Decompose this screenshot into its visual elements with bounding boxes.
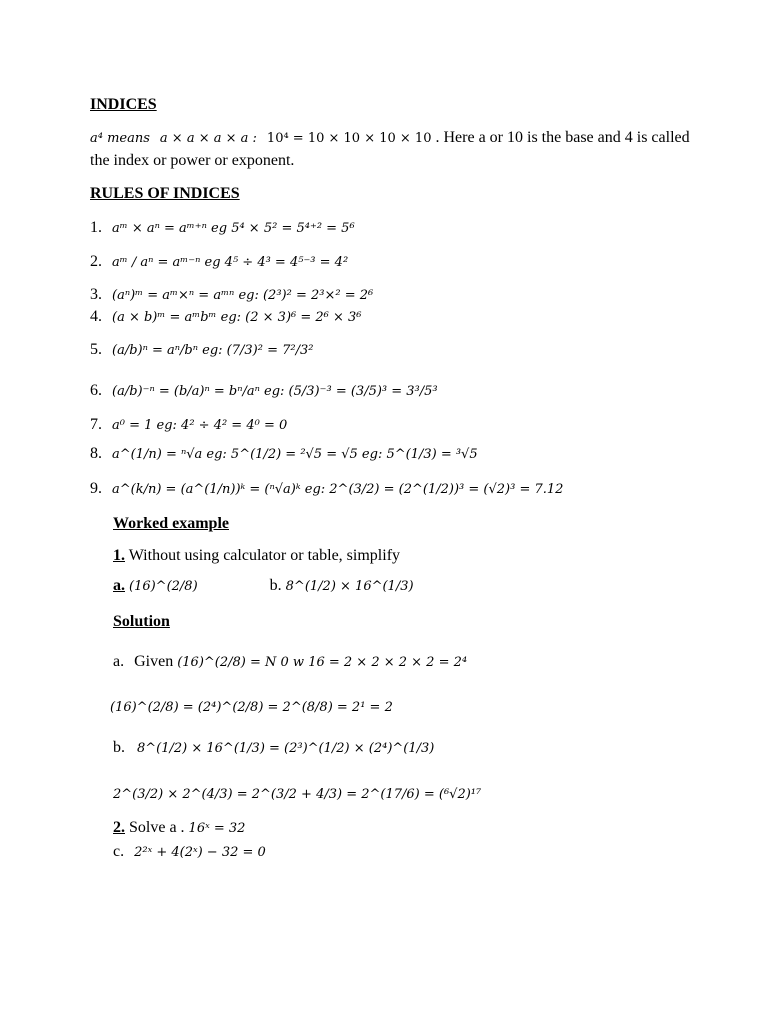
worked-example-heading: Worked example	[113, 515, 229, 532]
question-1-text: Without using calculator or table, simplify	[128, 547, 401, 564]
solution-a-expr-1: (16)^(2/8) = N 0 w 16 = 2 × 2 × 2 × 2 = 2⁴	[177, 655, 468, 670]
solution-b-expr-1: 8^(1/2) × 16^(1/3) = (2³)^(1/2) × (2⁴)^(1/3)	[137, 741, 435, 756]
intro-tail: . Here a or 10 is the base and 4 is called	[435, 129, 690, 146]
question-2-c-label: c.	[113, 843, 125, 860]
question-2	[113, 818, 245, 839]
solution-b-line-2: 2^(3/2) × 2^(4/3) = 2^(3/2 + 4/3) = 2^(17/6) = (⁶√2)¹⁷	[113, 787, 482, 802]
intro-product: a × a × a × a :	[159, 131, 257, 146]
intro-a4: a⁴ means	[90, 131, 150, 146]
solution-a-given: Given	[134, 653, 174, 670]
intro-line-2: the index or power or exponent.	[90, 152, 295, 169]
rules-heading: RULES OF INDICES	[90, 185, 240, 202]
solution-a-line-2: (16)^(2/8) = (2⁴)^(2/8) = 2^(8/8) = 2¹ = 2	[110, 700, 393, 715]
rule-3: 3. (aⁿ)ᵐ = aᵐ×ⁿ = aᵐⁿ eg: (2³)² = 2³×² = 2⁶	[90, 286, 374, 303]
question-1	[113, 546, 400, 566]
rule-6: 6. (a/b)⁻ⁿ = (b/a)ⁿ = bⁿ/aⁿ eg: (5/3)⁻³ = (3/5)³ = 3³/5³	[90, 382, 438, 399]
solution-b-line-1	[113, 738, 434, 759]
question-2-c-expr: 2²ˣ + 4(2ˣ) − 32 = 0	[134, 845, 266, 860]
page-title: INDICES	[90, 96, 157, 113]
question-2-text: Solve a .	[129, 819, 185, 836]
intro-line-1	[90, 128, 690, 149]
rule-2: 2. aᵐ / aⁿ = aᵐ⁻ⁿ eg 4⁵ ÷ 4³ = 4⁵⁻³ = 4²	[90, 253, 349, 270]
solution-heading: Solution	[113, 613, 170, 630]
intro-ten-product: 10⁴ = 10 × 10 × 10 × 10	[266, 131, 432, 146]
rule-5: 5. (a/b)ⁿ = aⁿ/bⁿ eg: (7/3)² = 7²/3²	[90, 341, 314, 358]
question-1-number: 1.	[113, 547, 125, 564]
part-b-expr: 8^(1/2) × 16^(1/3)	[285, 579, 414, 594]
part-a-label: a.	[113, 577, 125, 594]
question-1-parts	[113, 576, 414, 597]
rule-7: 7. a⁰ = 1 eg: 4² ÷ 4² = 4⁰ = 0	[90, 416, 288, 433]
rule-8: 8. a^(1/n) = ⁿ√a eg: 5^(1/2) = ²√5 = √5 eg: 5^(1/3) = ³√5	[90, 445, 478, 462]
question-2-number: 2.	[113, 819, 125, 836]
part-b-label: b.	[269, 577, 282, 594]
rule-9: 9. a^(k/n) = (a^(1/n))ᵏ = (ⁿ√a)ᵏ eg: 2^(3/2) = (2^(1/2))³ = (√2)³ = 7.12	[90, 480, 564, 497]
question-2-a-expr: 16ˣ = 32	[188, 821, 246, 836]
part-a-expr: (16)^(2/8)	[129, 579, 198, 594]
rule-1: 1. aᵐ × aⁿ = aᵐ⁺ⁿ eg 5⁴ × 5² = 5⁴⁺² = 5⁶	[90, 219, 355, 236]
solution-b-label: b.	[113, 739, 125, 756]
rule-4: 4. (a × b)ᵐ = aᵐbᵐ eg: (2 × 3)⁶ = 2⁶ × 3⁶	[90, 308, 362, 325]
solution-a-line-1	[113, 652, 467, 673]
question-2-c	[113, 842, 266, 863]
solution-a-label: a.	[113, 653, 125, 670]
